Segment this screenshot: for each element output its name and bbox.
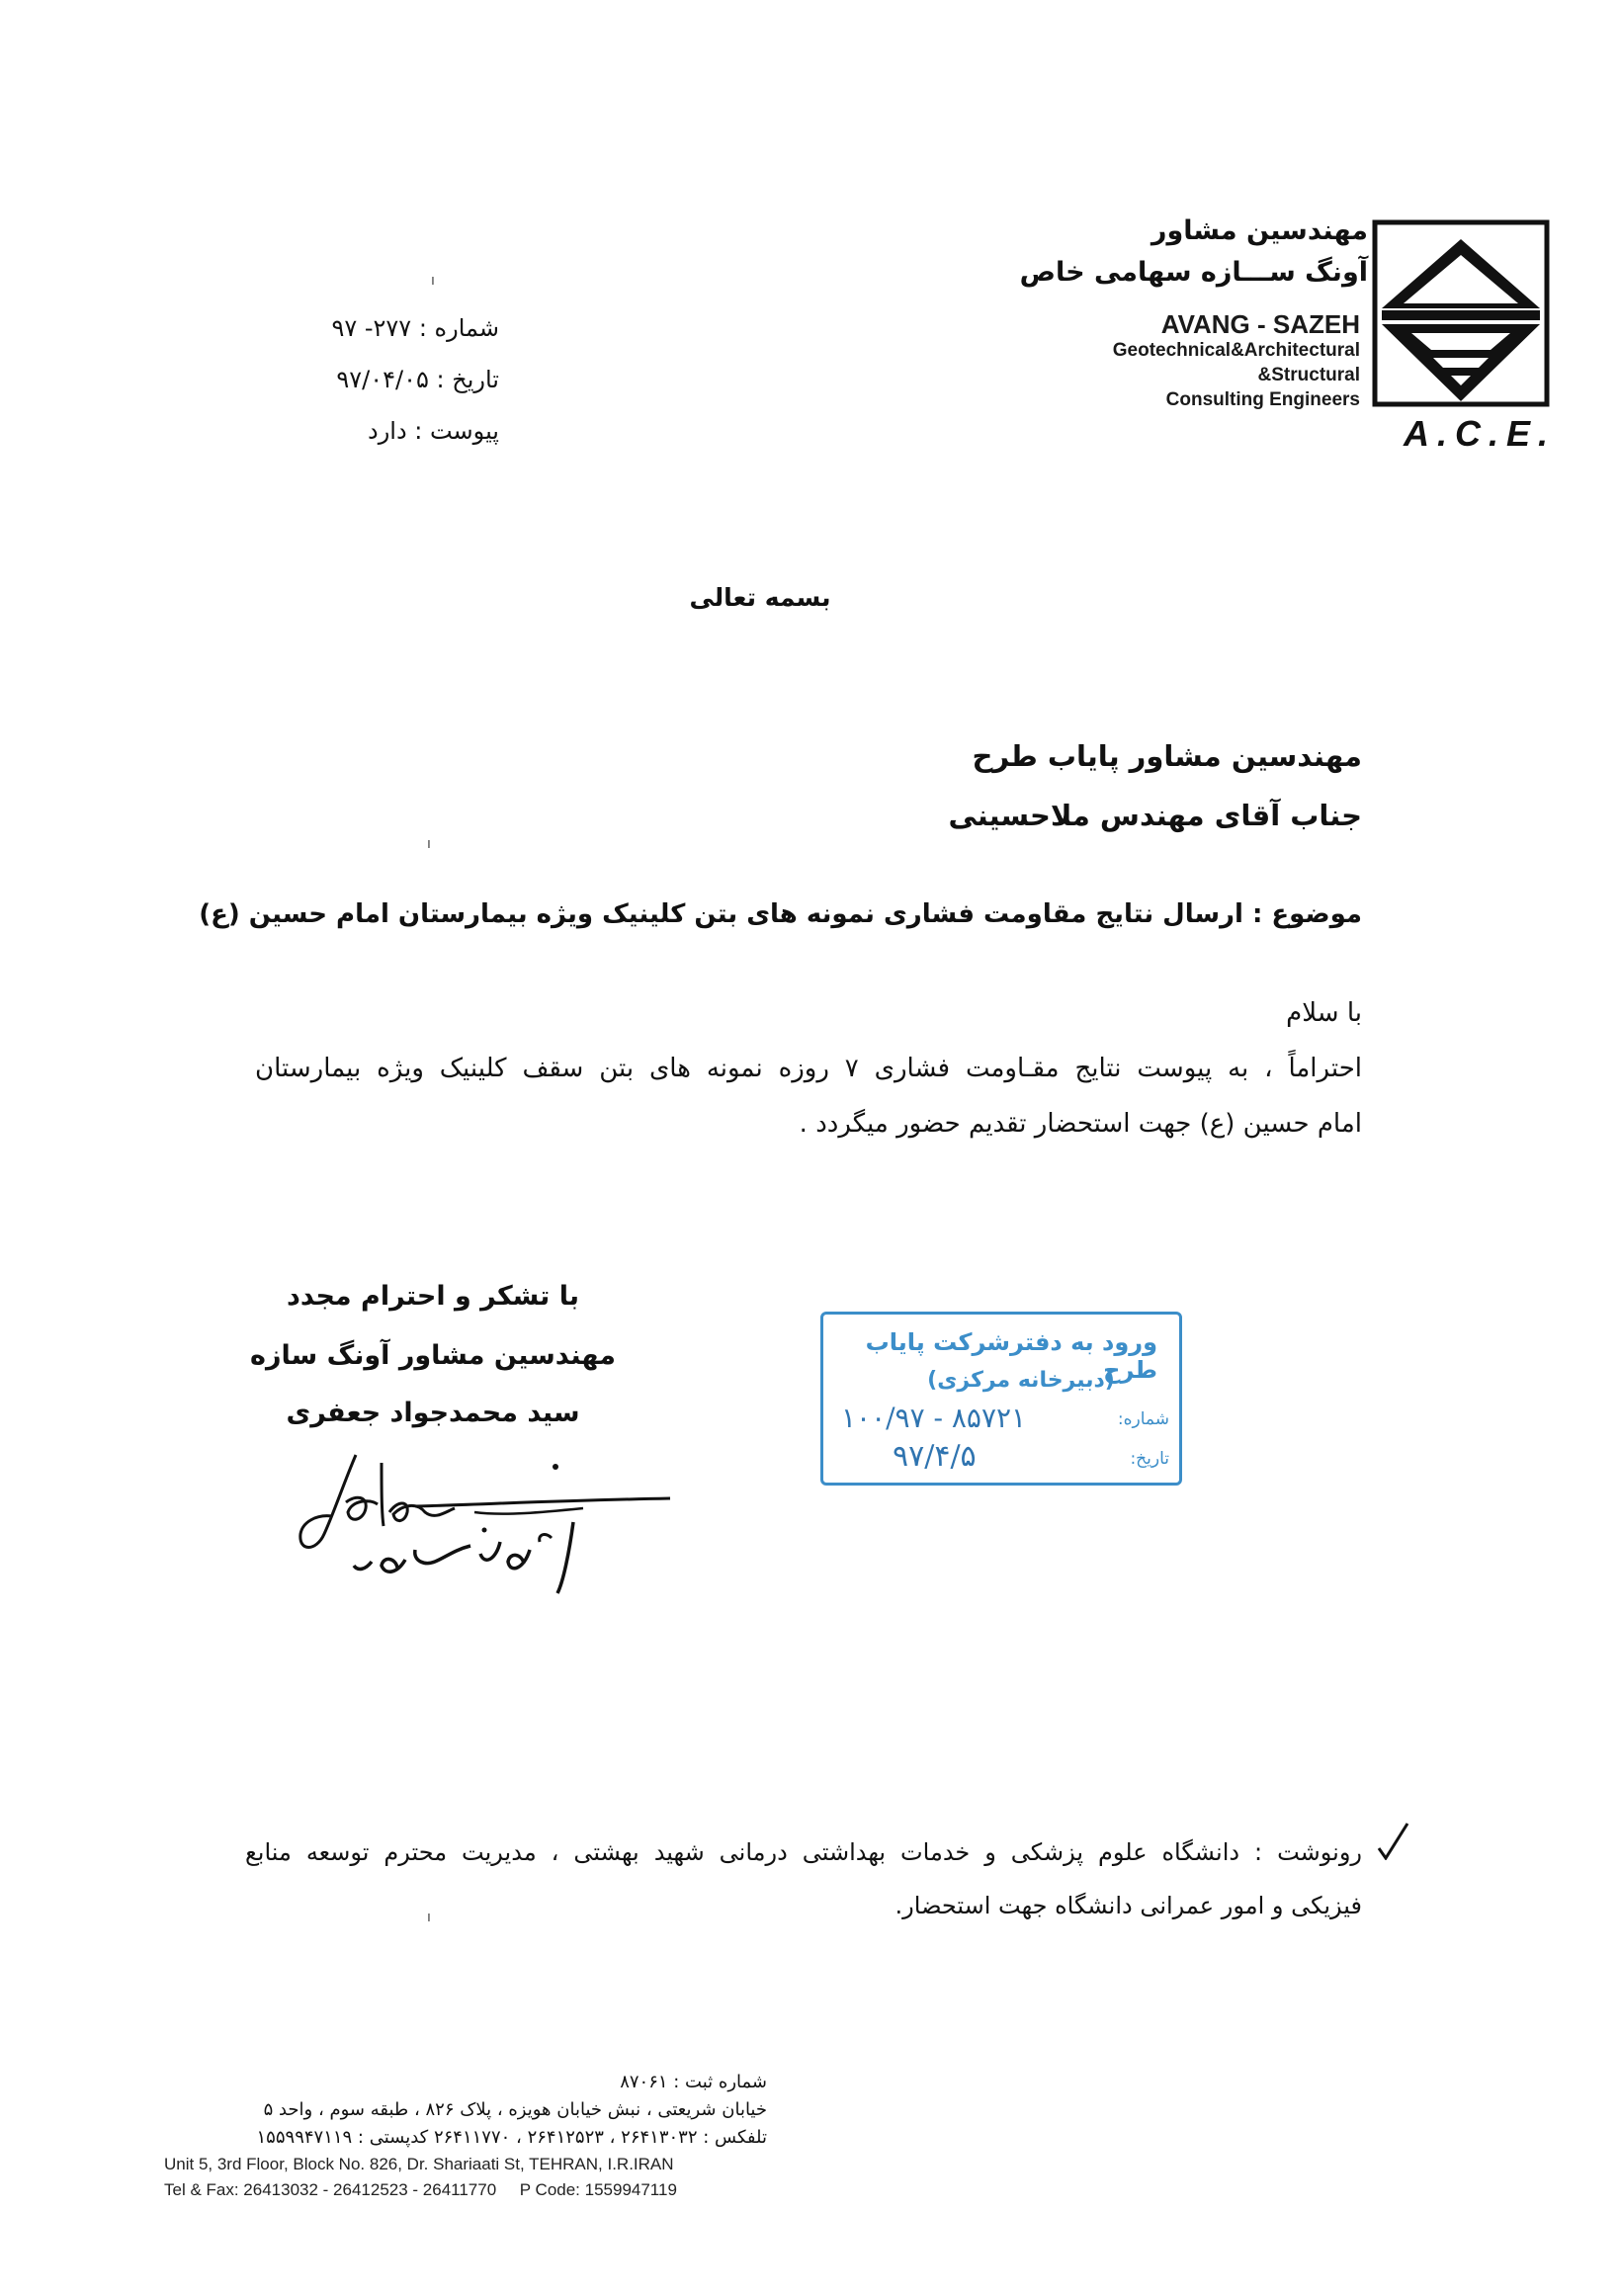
letter-attachment: پیوست : دارد (368, 417, 499, 445)
receipt-stamp (820, 1312, 1182, 1486)
footer-phone-en: Tel & Fax: 26413032 - 26412523 - 26411770 P Code: 1559947119 (164, 2180, 677, 2199)
signer-name: سید محمدجواد جعفری (286, 1398, 580, 1428)
recipient-company: مهندسین مشاور پایاب طرح (972, 739, 1362, 773)
body-paragraph-line-2: امام حسین (ع) جهت استحضار تقدیم حضور میگردد . (799, 1109, 1362, 1139)
stamp-date-value: ۹۷/۴/۵ (893, 1439, 977, 1474)
stamp-number-label: شماره: (1117, 1409, 1169, 1429)
closing-phrase: با تشکر و احترام مجدد (287, 1281, 579, 1312)
company-desc-en-2: &Structural (1257, 365, 1360, 385)
footer-address-en: Unit 5, 3rd Floor, Block No. 826, Dr. Shariaati St, TEHRAN, I.R.IRAN (164, 2155, 674, 2173)
letter-date: تاریخ : ۹۷/۰۴/۰۵ (336, 366, 499, 393)
stamp-subtitle: (دبیرخانه مرکزی) (927, 1368, 1115, 1393)
footer-address-fa: خیابان شریعتی ، نبش خیابان هویزه ، پلاک ۸۲۶ ، طبقه سوم ، واحد ۵ (263, 2099, 767, 2120)
company-desc-en-1: Geotechnical&Architectural (1112, 340, 1360, 361)
cc-line-2: فیزیکی و امور عمرانی دانشگاه جهت استحضار. (895, 1892, 1362, 1919)
stamp-title: ورود به دفترشرکت پایاب طرح (865, 1328, 1157, 1384)
greeting: با سلام (1286, 998, 1362, 1028)
company-name-en: AVANG - SAZEH (1160, 309, 1360, 339)
bismillah-heading: بسمه تعالی (689, 583, 831, 612)
signer-company: مهندسین مشاور آونگ سازه (250, 1340, 616, 1371)
company-desc-en-3: Consulting Engineers (1165, 389, 1360, 410)
letter-number: شماره : ۲۷۷- ۹۷ (331, 314, 499, 342)
handwritten-signature (287, 1443, 672, 1601)
company-subtitle-fa: آونگ ســـازه سهامی خاص (1019, 257, 1368, 288)
recipient-person: جناب آقای مهندس ملاحسینی (948, 799, 1362, 832)
company-name-fa: مهندسین مشاور (1150, 215, 1368, 246)
stamp-number-value: ۱۰۰/۹۷ - ۸۵۷۲۱ (841, 1402, 1027, 1434)
checkmark-icon (1376, 1821, 1409, 1860)
scan-mark: ı (427, 1910, 431, 1925)
scan-mark: ı (431, 273, 435, 289)
body-paragraph-line-1: احتراماً ، به پیوست نتایج مقـاومت فشاری ۷ روزه نمونه های بتن سقف کلینیک ویژه بیمارستان (255, 1054, 1363, 1083)
logo-caption: A.C.E. (1403, 413, 1556, 454)
footer-phone-fa: تلفکس : ۲۶۴۱۳۰۳۲ ، ۲۶۴۱۲۵۲۳ ، ۲۶۴۱۱۷۷۰ کدپستی : ۱۵۵۹۹۴۷۱۱۹ (256, 2127, 767, 2148)
cc-line-1: رونوشت : دانشگاه علوم پزشکی و خدمات بهداشتی درمانی شهید بهشتی ، مدیریت محترم توسعه منابع (245, 1838, 1362, 1866)
footer-registration: شماره ثبت : ۸۷۰۶۱ (620, 2072, 767, 2092)
scan-mark: ı (427, 836, 431, 852)
company-logo (1372, 219, 1550, 407)
stamp-date-label: تاریخ: (1130, 1449, 1169, 1469)
letter-subject: موضوع : ارسال نتایج مقاومت فشاری نمونه های بتن کلینیک ویژه بیمارستان امام حسین (ع) (199, 899, 1362, 929)
